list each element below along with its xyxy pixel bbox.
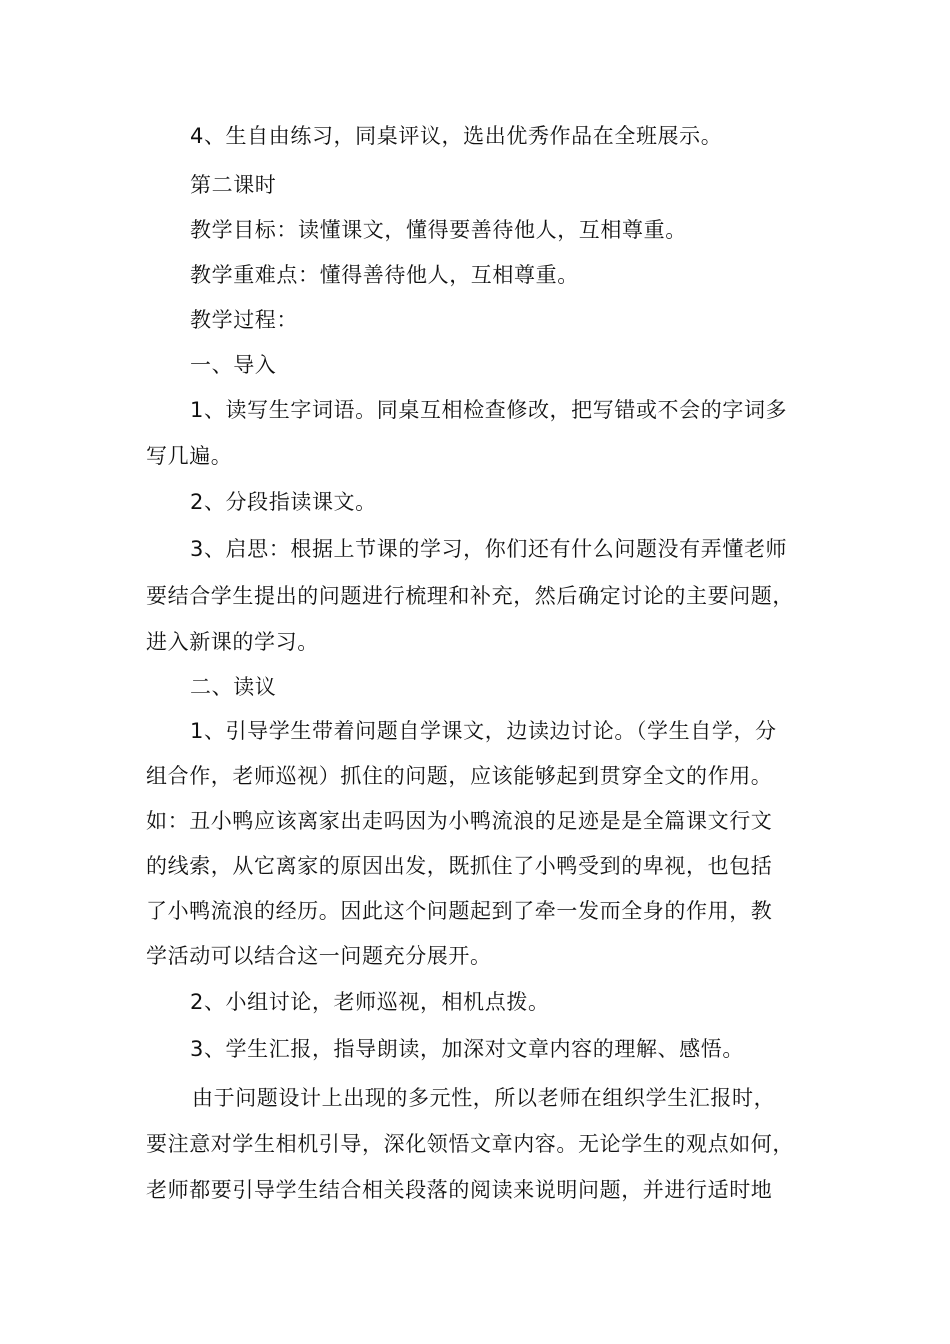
text-line: 2、分段指读课文。 xyxy=(190,490,377,514)
text-line: 老师都要引导学生结合相关段落的阅读来说明问题，并进行适时地 xyxy=(146,1178,773,1202)
text-line: 教学目标：读懂课文，懂得要善待他人，互相尊重。 xyxy=(190,218,687,242)
text-line: 4、生自由练习，同桌评议，选出优秀作品在全班展示。 xyxy=(190,124,723,148)
text-line: 组合作，老师巡视）抓住的问题，应该能够起到贯穿全文的作用。 xyxy=(146,764,773,788)
text-line: 1、读写生字词语。同桌互相检查修改，把写错或不会的字词多 xyxy=(190,398,788,422)
text-line: 教学重难点：懂得善待他人，互相尊重。 xyxy=(190,263,579,287)
text-line: 1、引导学生带着问题自学课文，边读边讨论。（学生自学，分 xyxy=(190,719,777,743)
text-line: 学活动可以结合这一问题充分展开。 xyxy=(146,944,492,968)
text-line: 由于问题设计上出现的多元性，所以老师在组织学生汇报时， xyxy=(192,1086,776,1110)
text-line: 3、启思：根据上节课的学习，你们还有什么问题没有弄懂老师 xyxy=(190,537,788,561)
text-line: 如：丑小鸭应该离家出走吗因为小鸭流浪的足迹是是全篇课文行文 xyxy=(146,809,773,833)
text-line: 要注意对学生相机引导，深化领悟文章内容。无论学生的观点如何， xyxy=(146,1132,794,1156)
text-line: 教学过程： xyxy=(190,308,298,332)
text-line: 3、学生汇报，指导朗读，加深对文章内容的理解、感悟。 xyxy=(190,1037,744,1061)
section-heading: 二、读议 xyxy=(190,675,277,699)
text-line: 2、小组讨论，老师巡视，相机点拨。 xyxy=(190,990,550,1014)
text-line: 进入新课的学习。 xyxy=(146,630,319,654)
text-line: 了小鸭流浪的经历。因此这个问题起到了牵一发而全身的作用，教 xyxy=(146,899,773,923)
text-line: 要结合学生提出的问题进行梳理和补充，然后确定讨论的主要问题， xyxy=(146,584,794,608)
text-line: 写几遍。 xyxy=(146,444,233,468)
text-line: 的线索，从它离家的原因出发，既抓住了小鸭受到的卑视，也包括 xyxy=(146,854,773,878)
section-heading: 一、导入 xyxy=(190,353,277,377)
section-heading: 第二课时 xyxy=(190,173,277,197)
